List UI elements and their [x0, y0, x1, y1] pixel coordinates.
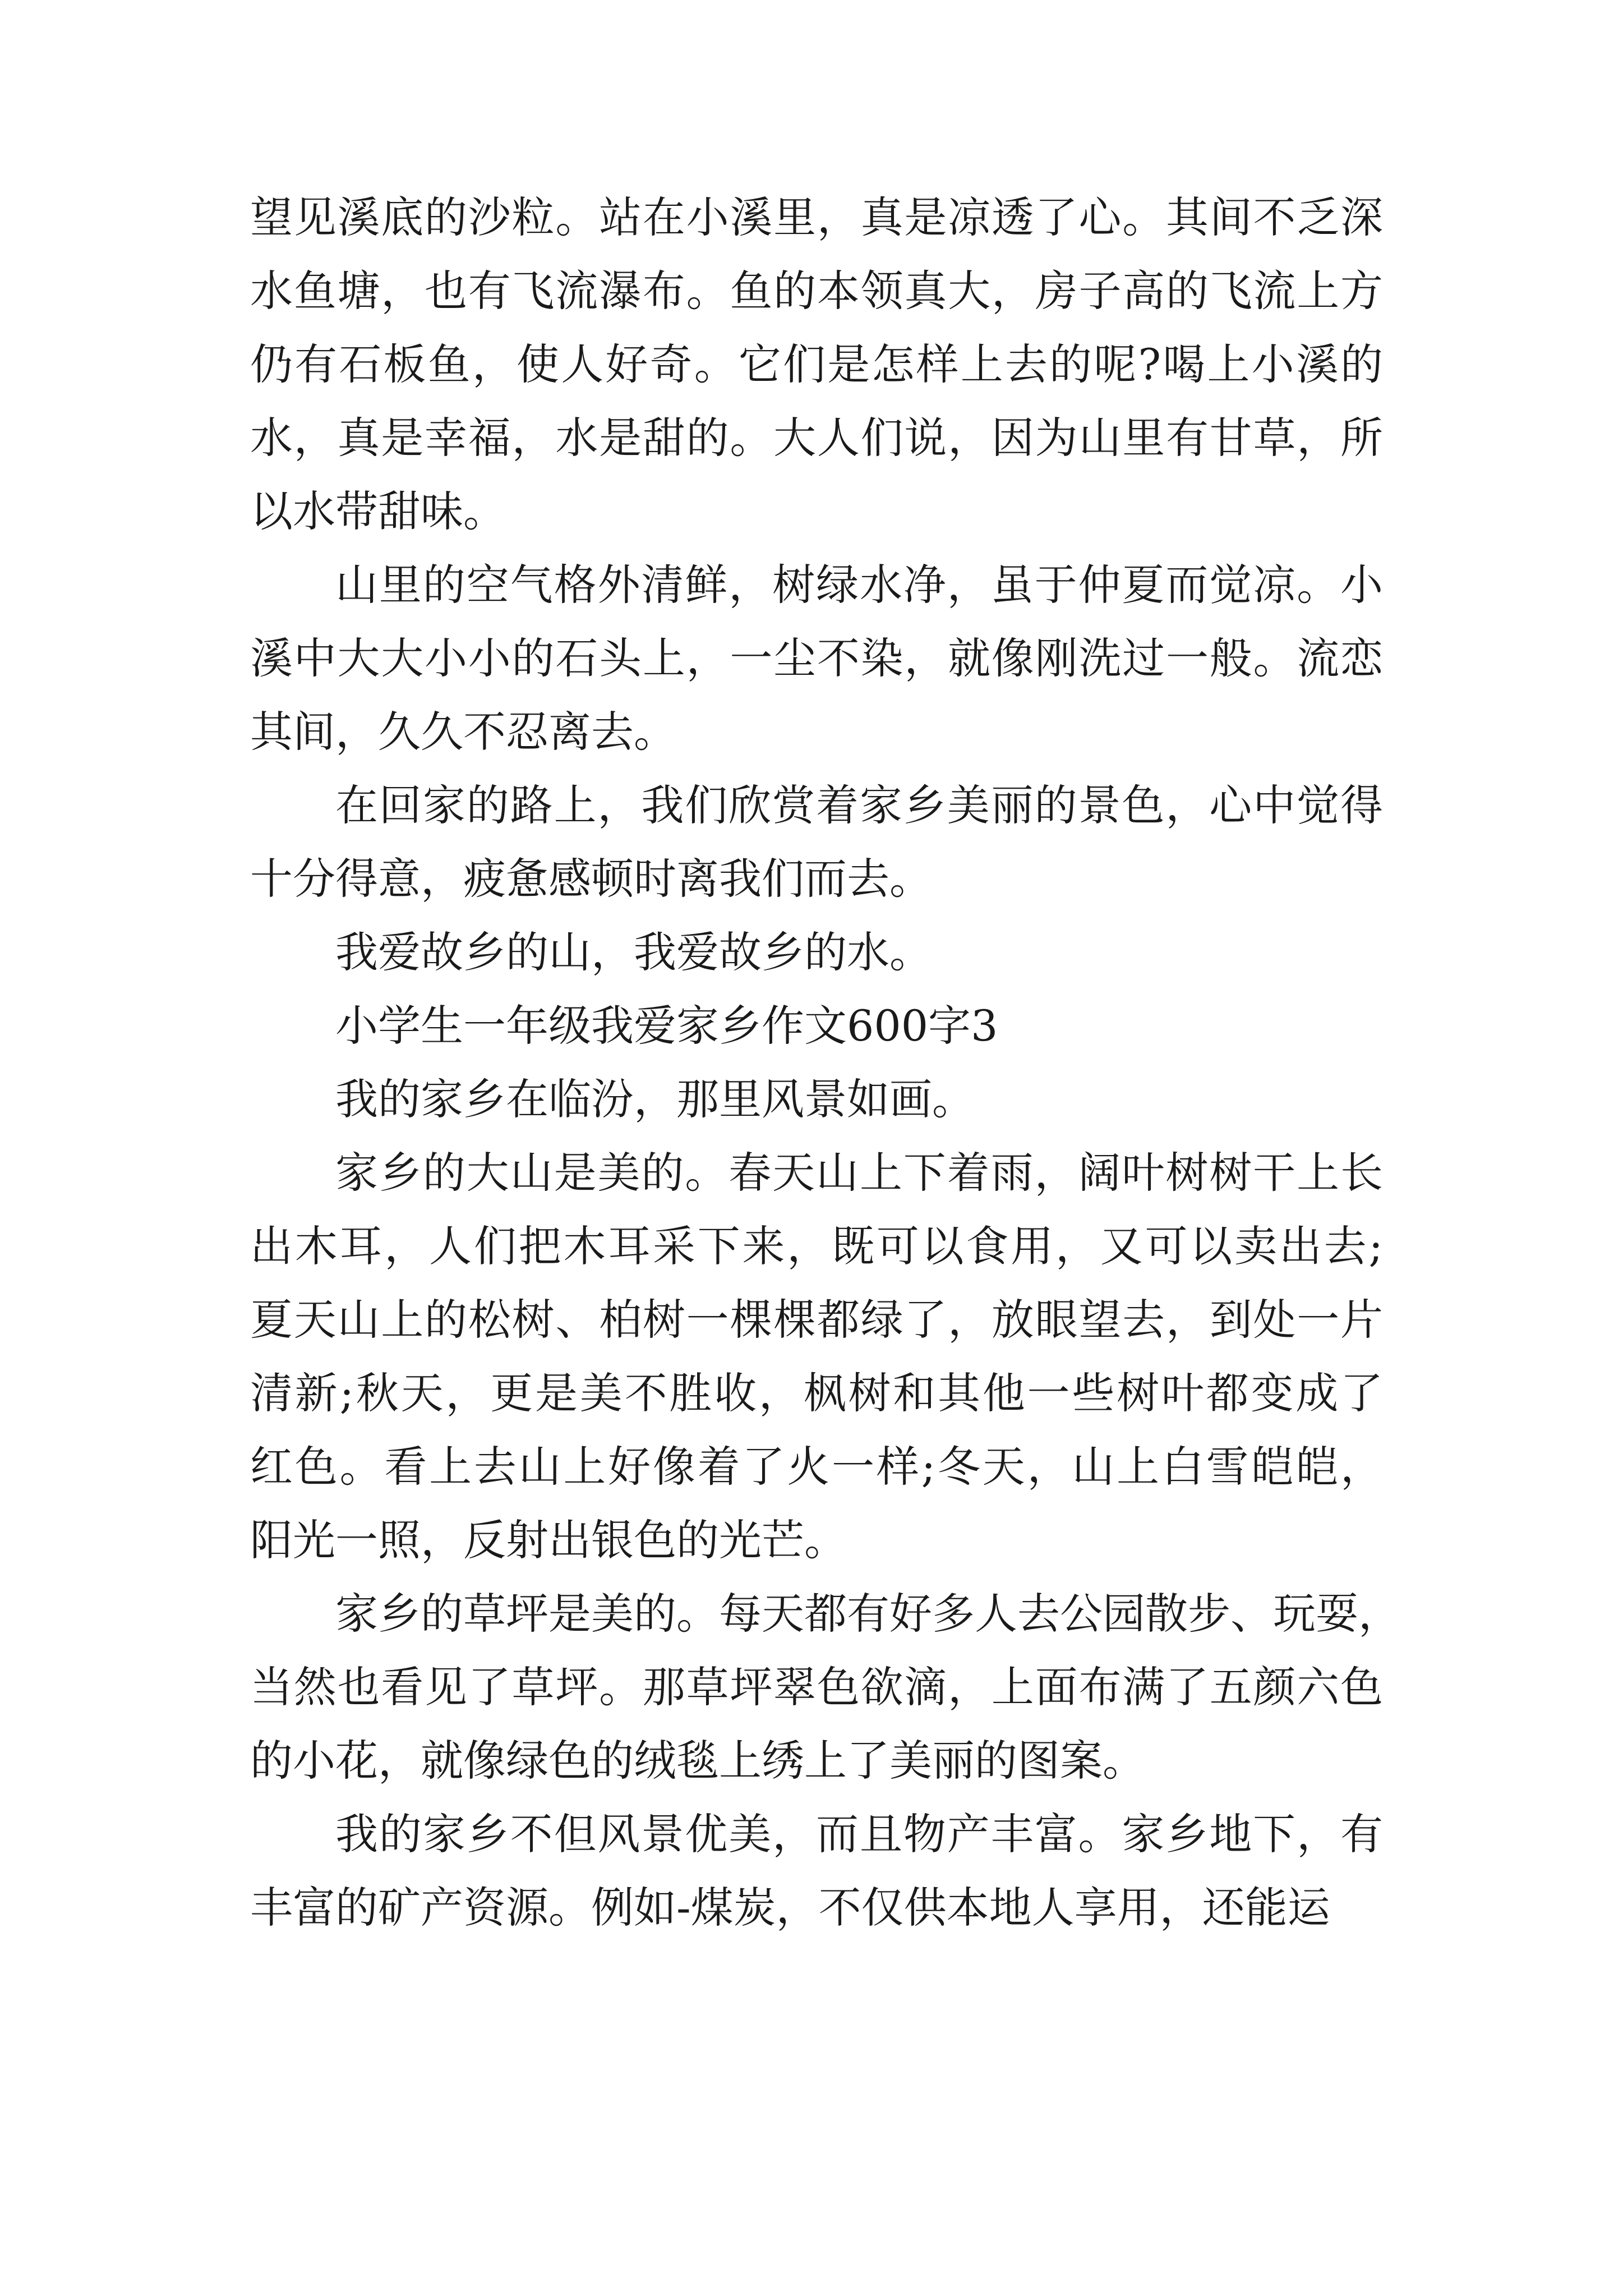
text-line: 望见溪底的沙粒。站在小溪里，真是凉透了心。其间不乏深 — [250, 192, 1383, 242]
text-line: 当然也看见了草坪。那草坪翠色欲滴，上面布满了五颜六色 — [250, 1662, 1383, 1712]
document-body — [250, 181, 1401, 1944]
paragraph — [250, 915, 1383, 989]
text-line: 水鱼塘，也有飞流瀑布。鱼的本领真大，房子高的飞流上方 — [250, 266, 1383, 316]
text-line: 家乡的大山是美的。春天山上下着雨，阔叶树树干上长 — [335, 1148, 1383, 1198]
text-line: 家乡的草坪是美的。每天都有好多人去公园散步、玩耍， — [335, 1589, 1401, 1639]
paragraph — [250, 548, 1383, 769]
paragraph — [250, 1797, 1383, 1944]
text-line: 我爱故乡的山，我爱故乡的水。 — [335, 927, 932, 977]
text-line: 水，真是幸福，水是甜的。大人们说，因为山里有甘草，所 — [250, 413, 1383, 463]
paragraph — [250, 1062, 1383, 1136]
text-line: 我的家乡在临汾，那里风景如画。 — [335, 1074, 975, 1124]
text-line: 丰富的矿产资源。例如-煤炭，不仅供本地人享用，还能运 — [250, 1883, 1330, 1932]
text-line: 出木耳，人们把木耳采下来，既可以食用，又可以卖出去; — [250, 1221, 1383, 1271]
text-line: 山里的空气格外清鲜，树绿水净，虽于仲夏而觉凉。小 — [335, 560, 1383, 610]
paragraph — [250, 1136, 1383, 1577]
paragraph — [250, 989, 1383, 1062]
text-line: 十分得意，疲惫感顿时离我们而去。 — [250, 854, 932, 904]
text-line: 在回家的路上，我们欣赏着家乡美丽的景色，心中觉得 — [335, 780, 1383, 830]
paragraph — [250, 1577, 1401, 1797]
text-line: 仍有石板鱼，使人好奇。它们是怎样上去的呢?喝上小溪的 — [250, 339, 1383, 389]
text-line: 的小花，就像绿色的绒毯上绣上了美丽的图案。 — [250, 1736, 1145, 1786]
text-line: 我的家乡不但风景优美，而且物产丰富。家乡地下，有 — [335, 1809, 1383, 1859]
paragraph — [250, 181, 1383, 548]
text-line: 红色。看上去山上好像着了火一样;冬天，山上白雪皑皑， — [250, 1442, 1383, 1492]
paragraph — [250, 769, 1383, 915]
text-line: 溪中大大小小的石头上，一尘不染，就像刚洗过一般。流恋 — [250, 633, 1383, 683]
text-line: 以水带甜味。 — [250, 486, 506, 536]
text-line: 其间，久久不忍离去。 — [250, 707, 676, 757]
text-line: 夏天山上的松树、柏树一棵棵都绿了，放眼望去，到处一片 — [250, 1295, 1383, 1345]
text-line: 清新;秋天，更是美不胜收，枫树和其他一些树叶都变成了 — [250, 1368, 1383, 1418]
text-line: 阳光一照，反射出银色的光芒。 — [250, 1515, 847, 1565]
text-line: 小学生一年级我爱家乡作文600字3 — [335, 1001, 998, 1051]
